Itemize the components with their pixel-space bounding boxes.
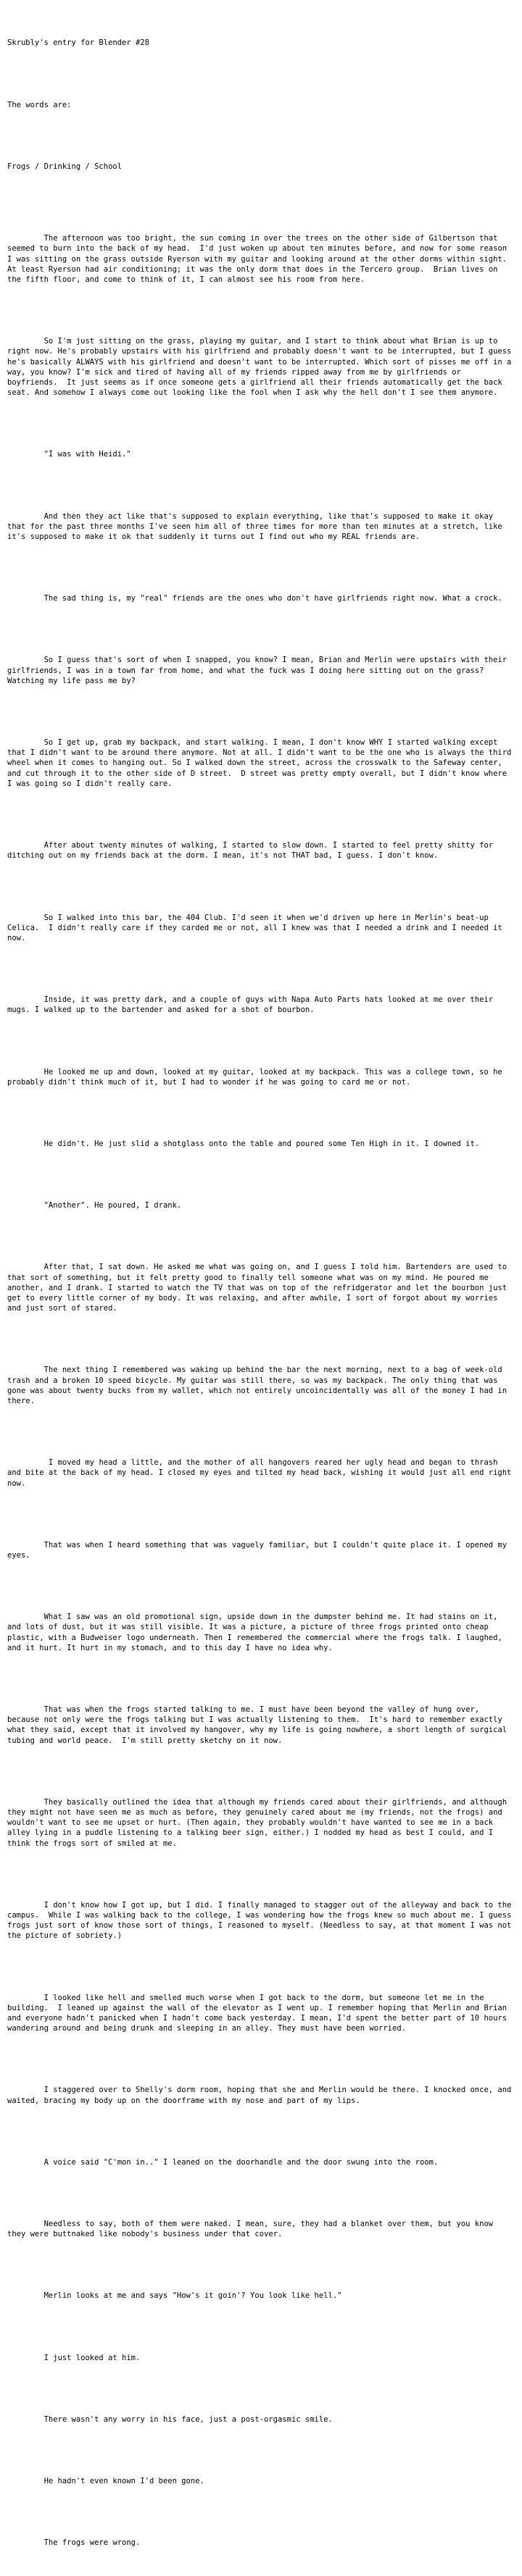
- paragraph: They basically outlined the idea that although my friends cared about their girlfriends, and although they might not have seen me as much as before, they genuinely cared about me (my friends, not the frogs) and wouldn't want to see me upset or hurt. (Then again, they probably wouldn't have wanted to see me in a back alley lying in a puddle listening to a talking beer sign, either.) I nodded my head as best I could, and I think the frogs sort of smiled at me.: [7, 1797, 512, 1848]
- paragraph: Inside, it was pretty dark, and a couple of guys with Napa Auto Parts hats looked at me over their mugs. I walked up to the bartender and asked for a shot of bourbon.: [7, 995, 498, 1015]
- paragraph: After about twenty minutes of walking, I started to slow down. I started to feel pretty shitty for ditching out on my friends back at the dorm. I mean, it's not THAT bad, I guess. I don't know.: [7, 841, 498, 861]
- spacer: [7, 2322, 515, 2332]
- spacer: [7, 130, 515, 141]
- paragraph: Merlin looks at me and says "How's it goin'? You look like hell.": [7, 2291, 342, 2301]
- spacer: [7, 306, 515, 316]
- spacer: [7, 2445, 515, 2455]
- spacer: [7, 1170, 515, 1180]
- spacer: [7, 1766, 515, 1776]
- paragraph: And then they act like that's supposed to explain everything, like that's supposed to make it okay that for the past three months I've seen him all of three times for more than ten minutes at a stretch, like it's supposed to make it ok that suddenly it turns out I find out who my REAL friends are.: [7, 511, 508, 542]
- paragraph: The next thing I remembered was waking up behind the bar the next morning, next to a bag of week-old trash and a broken 10 speed bicycle. My guitar was still there, so was my backpack. The only thing that was gone was about twenty bucks from my wallet, which not entirely uncoincidentally was all of the money I had in there.: [7, 1366, 512, 1405]
- paragraph: That was when the frogs started talking to me. I must have been beyond the valley of hung over, because not only were the frogs talking but I was actually listening to them. It's hard to remember exactly what they said, except that it involved my hangover, why my life is going nowhere, a short length of surgical tubing and world peace. I'm still pretty sketchy on it now.: [7, 1705, 512, 1745]
- paragraph: After that, I sat down. He asked me what was going on, and I guess I told him. Bartenders are used to that sort of something, but it felt pretty good to finally tell someone what was on my mind. He poured me another, and I drank. I started to watch the TV that was on top of the refridgerator and let the bourbon just get to every little corner of my body. It was relaxing, and after awhile, I sort of forgot about my worries and just sort of stared.: [7, 1263, 512, 1313]
- spacer: [7, 69, 515, 79]
- document-title: Skrubly's entry for Blender #28: [7, 38, 149, 48]
- paragraph: Needless to say, both of them were naked. I mean, sure, they had a blanket over them, but you know they were buttnaked like nobody's business under that cover.: [7, 2220, 498, 2239]
- paragraph: That was when I heard something that was vaguely familiar, but I couldn't quite place it. I opened my eyes.: [7, 1540, 512, 1560]
- paragraph: I looked like hell and smelled much worse when I got back to the dorm, but someone let me in the building. I leaned up against the wall of the elevator as I went up. I remember hoping that Merlin and Brian and everyone hadn't panicked when I hadn't come back yesterday. I mean, I'd spent the better part of 10 hours wandering around and being drunk and sleeping in an alley. They must have been worried.: [7, 1993, 512, 2033]
- paragraph: I staggered over to Shelly's dorm room, hoping that she and Merlin would be there. I knocked once, and waited, bracing my body up on the doorframe with my nose and part of my lips.: [7, 2086, 516, 2105]
- spacer: [7, 2054, 515, 2065]
- paragraph: So I get up, grab my backpack, and start walking. I mean, I don't know WHY I started walking except that I didn't want to be around there anymore. Not at all. I didn't want to be the one who is always the third wheel when it comes to hanging out. So I walked down the street, across the crosswalk to the Safeway center, and cut through it to the other side of D street. D street was pretty empty overall, but I didn't know where I was going so I didn't really care.: [7, 738, 516, 788]
- spacer: [7, 1036, 515, 1046]
- story-text: [7, 17, 515, 2569]
- spacer: [7, 2260, 515, 2270]
- intro-label: The words are:: [7, 100, 72, 109]
- spacer: [7, 624, 515, 635]
- spacer: [7, 1869, 515, 1879]
- spacer: [7, 480, 515, 490]
- paragraph: I moved my head a little, and the mother of all hangovers reared her ugly head and began to thrash and bite at the back of my head. I closed my eyes and tilted my head back, wishing it would just all end right now.: [7, 1458, 516, 1488]
- paragraph: What I saw was an old promotional sign, upside down in the dumpster behind me. It had stains on it, and lots of dust, but it was still visible. It was a picture, a picture of three frogs printed onto cheap plastic, with a Budweiser logo underneath. Then I remembered the commercial where the frogs talk. I laughed, and it hurt. It hurt in my stomach, and to this day I have no idea why.: [7, 1613, 508, 1652]
- paragraph: "I was with Heidi.": [7, 450, 131, 459]
- paragraph: The frogs were wrong.: [7, 2538, 141, 2548]
- spacer: [7, 1427, 515, 1437]
- spacer: [7, 192, 515, 202]
- paragraph: The afternoon was too bright, the sun coming in over the trees on the other side of Gilbertson that seemed to burn into the back of my head. I'd just woken up about ten minutes before, and now for some reason I was sitting on the grass outside Ryerson with my guitar and looking around at the other dorms within sight. At least Ryerson had air conditioning; it was the only dorm that does in the Tercero group. Brian lives on the fifth floor, and come to think of it, I can almost see his room from here.: [7, 234, 516, 285]
- paragraph: He didn't. He just slid a shotglass onto the table and poured some Ten High in it. I downed it.: [7, 1139, 480, 1148]
- spacer: [7, 882, 515, 892]
- spacer: [7, 964, 515, 974]
- spacer: [7, 810, 515, 820]
- spacer: [7, 1231, 515, 1242]
- spacer: [7, 1673, 515, 1684]
- paragraph: The sad thing is, my "real" friends are the ones who don't have girlfriends right now. What a crock.: [7, 594, 502, 603]
- spacer: [7, 419, 515, 429]
- paragraph: So I walked into this bar, the 404 Club. I'd seen it when we'd driven up here in Merlin's beat-up Celica. I didn't really care if they carded me or not, all I knew was that I needed a drink and I needed it now.: [7, 913, 508, 942]
- paragraph: "Another". He poured, I drank.: [7, 1201, 182, 1210]
- spacer: [7, 706, 515, 716]
- spacer: [7, 563, 515, 573]
- paragraph: I don't know how I got up, but I did. I finally managed to stagger out of the alleyway and back to the campus. While I was walking back to the college, I was wondering how the frogs knew so much about me. I guess frogs just sort of know those sort of things, I reasoned to myself. (Needless to say, at that moment I was not the picture of sobriety.): [7, 1900, 516, 1941]
- paragraph: A voice said "C'mon in.." I leaned on the doorhandle and the door swung into the room.: [7, 2157, 439, 2167]
- paragraph: He looked me up and down, looked at my guitar, looked at my backpack. This was a college town, so he probably didn't think much of it, but I had to wonder if he was going to card me or not.: [7, 1067, 508, 1087]
- spacer: [7, 2126, 515, 2136]
- spacer: [7, 2507, 515, 2517]
- paragraph: So I'm just sitting on the grass, playing my guitar, and I start to think about what Brian is up to right now. He's probably upstairs with his girlfriend and probably doesn't want to be interrupted, but I guess he's basically ALWAYS with his girlfriend and doesn't want to be interrupted. Which sort of pisses me off in a way, you know? I'm sick and tired of having all of my friends ripped away from me by girlfriends or boyfriends. It just seems as if once someone gets a girlfriend all their friends automatically get the back seat. And somehow I always come out looking like the fool when I ask why the hell don't I see them anymore.: [7, 337, 516, 398]
- paragraph: He hadn't even known I'd been gone.: [7, 2477, 204, 2486]
- spacer: [7, 1334, 515, 1345]
- spacer: [7, 2188, 515, 2198]
- spacer: [7, 1509, 515, 1519]
- paragraph: There wasn't any worry in his face, just a post-orgasmic smile.: [7, 2414, 333, 2424]
- paragraph: So I guess that's sort of when I snapped, you know? I mean, Brian and Merlin were upstairs with their girlfriends, I was in a town far from home, and what the fuck was I doing here sitting out on the grass? Watching my life pass me by?: [7, 656, 512, 685]
- spacer: [7, 2383, 515, 2393]
- spacer: [7, 1962, 515, 1972]
- spacer: [7, 1108, 515, 1118]
- prompt-words: Frogs / Drinking / School: [7, 162, 123, 171]
- paragraph: I just looked at him.: [7, 2353, 141, 2362]
- spacer: [7, 1581, 515, 1592]
